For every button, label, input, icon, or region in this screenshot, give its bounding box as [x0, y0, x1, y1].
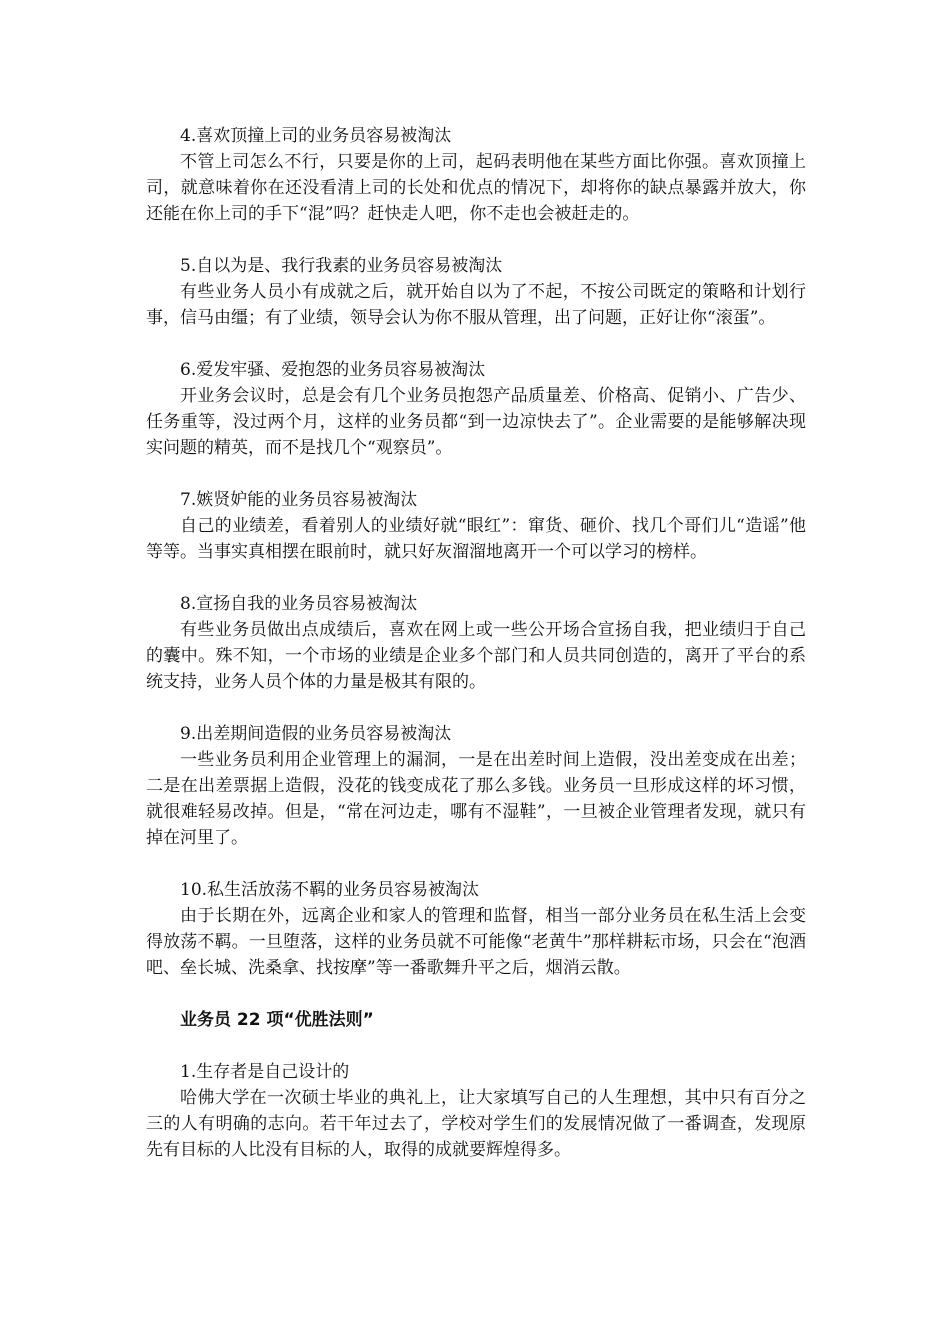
- section-heading: 10.私生活放荡不羁的业务员容易被淘汰: [180, 880, 480, 900]
- section-8: [146, 591, 806, 695]
- rule-paragraph: 哈佛大学在一次硕士毕业的典礼上，让大家填写自己的人生理想，其中只有百分之三的人有明确的志向。若干年过去了，学校对学生们的发展情况做了一番调查，发现原先有目标的人比没有目标的人，取得的成就要辉煌得多。: [146, 1088, 806, 1160]
- section-heading: 5.自以为是、我行我素的业务员容易被淘汰: [180, 256, 503, 276]
- section-paragraph: 有些业务员做出点成绩后，喜欢在网上或一些公开场合宣扬自我，把业绩归于自己的囊中。殊不知，一个市场的业绩是企业多个部门和人员共同创造的，离开了平台的系统支持，业务人员个体的力量是极其有限的。: [146, 620, 806, 692]
- section-paragraph: 由于长期在外，远离企业和家人的管理和监督，相当一部分业务员在私生活上会变得放荡不羁。一旦堕落，这样的业务员就不可能像“老黄牛”那样耕耘市场，只会在“泡酒吧、垒长城、洗桑拿、找按摩”等一番歌舞升平之后，烟消云散。: [146, 906, 806, 978]
- section-paragraph: 不管上司怎么不行，只要是你的上司，起码表明他在某些方面比你强。喜欢顶撞上司，就意味着你在还没看清上司的长处和优点的情况下，却将你的缺点暴露并放大，你还能在你上司的手下“混”吗？赶快走人吧，你不走也会被赶走的。: [146, 152, 806, 224]
- section-paragraph: 自己的业绩差，看着别人的业绩好就“眼红”：窜货、砸价、找几个哥们儿“造谣”他等等。当事实真相摆在眼前时，就只好灰溜溜地离开一个可以学习的榜样。: [146, 516, 806, 562]
- section-7: [146, 487, 806, 565]
- rule-1: [146, 1059, 806, 1163]
- section-heading: 4.喜欢顶撞上司的业务员容易被淘汰: [180, 126, 452, 146]
- section-paragraph: 有些业务人员小有成就之后，就开始自以为了不起，不按公司既定的策略和计划行事，信马由缰；有了业绩，领导会认为你不服从管理，出了问题，正好让你“滚蛋”。: [146, 282, 806, 328]
- section-5: [146, 253, 806, 331]
- rule-heading: 1.生存者是自己设计的: [180, 1062, 350, 1082]
- section-heading: 8.宣扬自我的业务员容易被淘汰: [180, 594, 418, 614]
- section-heading: 9.出差期间造假的业务员容易被淘汰: [180, 724, 452, 744]
- section-heading: 6.爱发牢骚、爱抱怨的业务员容易被淘汰: [180, 360, 486, 380]
- section-paragraph: 开业务会议时，总是会有几个业务员抱怨产品质量差、价格高、促销小、广告少、任务重等，没过两个月，这样的业务员都“到一边凉快去了”。企业需要的是能够解决现实问题的精英，而不是找几个“观察员”。: [146, 386, 806, 458]
- section-paragraph: 一些业务员利用企业管理上的漏洞，一是在出差时间上造假，没出差变成在出差；二是在出差票据上造假，没花的钱变成花了那么多钱。业务员一旦形成这样的坏习惯，就很难轻易改掉。但是，“常在河边走，哪有不湿鞋”，一旦被企业管理者发现，就只有掉在河里了。: [146, 750, 806, 848]
- rules-title: 业务员 22 项“优胜法则”: [180, 1010, 374, 1030]
- section-10: [146, 877, 806, 981]
- section-6: [146, 357, 806, 461]
- section-9: [146, 721, 806, 851]
- section-heading: 7.嫉贤妒能的业务员容易被淘汰: [180, 490, 418, 510]
- section-4: [146, 123, 806, 227]
- document-body: [146, 123, 806, 1189]
